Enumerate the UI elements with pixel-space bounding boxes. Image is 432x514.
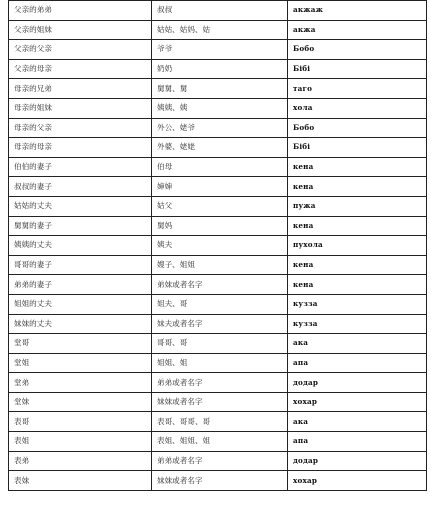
relation-cell: 父亲的姐妹 xyxy=(9,20,152,40)
translation-cell: кена xyxy=(288,255,427,275)
relation-cell: 母亲的父亲 xyxy=(9,118,152,138)
relation-cell: 堂妹 xyxy=(9,392,152,412)
table-row xyxy=(9,177,427,197)
translation-cell: хола xyxy=(288,98,427,118)
translation-cell: кузза xyxy=(288,294,427,314)
table-row xyxy=(9,471,427,491)
chinese-term-cell: 表姐、姐姐、姐 xyxy=(152,432,288,452)
relation-cell: 姑姑的丈夫 xyxy=(9,196,152,216)
chinese-term-cell: 奶奶 xyxy=(152,59,288,79)
chinese-term-cell: 妹妹或者名字 xyxy=(152,471,288,491)
translation-cell: пухола xyxy=(288,236,427,256)
chinese-term-cell: 弟妹或者名字 xyxy=(152,275,288,295)
relation-cell: 堂弟 xyxy=(9,373,152,393)
table-row xyxy=(9,255,427,275)
translation-cell: тагo xyxy=(288,79,427,99)
table-row xyxy=(9,294,427,314)
chinese-term-cell: 伯母 xyxy=(152,157,288,177)
table-row xyxy=(9,216,427,236)
chinese-term-cell: 外公、姥爷 xyxy=(152,118,288,138)
translation-cell: ака xyxy=(288,334,427,354)
translation-cell: кена xyxy=(288,275,427,295)
translation-cell: кена xyxy=(288,216,427,236)
relation-cell: 父亲的父亲 xyxy=(9,40,152,60)
table-row xyxy=(9,40,427,60)
translation-cell: акжа xyxy=(288,20,427,40)
translation-cell: Бобо xyxy=(288,40,427,60)
relation-cell: 母亲的兄弟 xyxy=(9,79,152,99)
chinese-term-cell: 叔叔 xyxy=(152,1,288,21)
relation-cell: 表妹 xyxy=(9,471,152,491)
relation-cell: 堂姐 xyxy=(9,353,152,373)
table-row xyxy=(9,412,427,432)
chinese-term-cell: 婶婶 xyxy=(152,177,288,197)
relation-cell: 姨姨的丈夫 xyxy=(9,236,152,256)
translation-cell: Бібі xyxy=(288,59,427,79)
chinese-term-cell: 弟弟或者名字 xyxy=(152,451,288,471)
relation-cell: 堂哥 xyxy=(9,334,152,354)
translation-cell: Бібі xyxy=(288,138,427,158)
chinese-term-cell: 哥哥、哥 xyxy=(152,334,288,354)
translation-cell: хохар xyxy=(288,471,427,491)
table-row xyxy=(9,314,427,334)
table-row xyxy=(9,196,427,216)
chinese-term-cell: 姐夫、哥 xyxy=(152,294,288,314)
table-row xyxy=(9,98,427,118)
chinese-term-cell: 表哥、哥哥、哥 xyxy=(152,412,288,432)
table-row xyxy=(9,451,427,471)
translation-cell: додар xyxy=(288,373,427,393)
translation-cell: Бобо xyxy=(288,118,427,138)
relation-cell: 弟弟的妻子 xyxy=(9,275,152,295)
translation-cell: кена xyxy=(288,177,427,197)
chinese-term-cell: 爷爷 xyxy=(152,40,288,60)
kinship-table xyxy=(8,0,427,491)
table-row xyxy=(9,138,427,158)
translation-cell: апа xyxy=(288,353,427,373)
table-row xyxy=(9,353,427,373)
translation-cell: апа xyxy=(288,432,427,452)
chinese-term-cell: 嫂子、姐姐 xyxy=(152,255,288,275)
relation-cell: 表弟 xyxy=(9,451,152,471)
table-row xyxy=(9,236,427,256)
relation-cell: 表哥 xyxy=(9,412,152,432)
table-row xyxy=(9,118,427,138)
chinese-term-cell: 姨夫 xyxy=(152,236,288,256)
relation-cell: 父亲的母亲 xyxy=(9,59,152,79)
chinese-term-cell: 外婆、姥姥 xyxy=(152,138,288,158)
translation-cell: кена xyxy=(288,157,427,177)
table-row xyxy=(9,157,427,177)
table-row xyxy=(9,1,427,21)
relation-cell: 伯伯的妻子 xyxy=(9,157,152,177)
translation-cell: додар xyxy=(288,451,427,471)
chinese-term-cell: 弟弟或者名字 xyxy=(152,373,288,393)
translation-cell: хохар xyxy=(288,392,427,412)
relation-cell: 表姐 xyxy=(9,432,152,452)
kinship-table-body xyxy=(9,1,427,491)
table-row xyxy=(9,373,427,393)
chinese-term-cell: 姑姑、姑妈、姑 xyxy=(152,20,288,40)
table-row xyxy=(9,79,427,99)
relation-cell: 母亲的姐妹 xyxy=(9,98,152,118)
table-row xyxy=(9,432,427,452)
translation-cell: пужа xyxy=(288,196,427,216)
table-row xyxy=(9,20,427,40)
relation-cell: 哥哥的妻子 xyxy=(9,255,152,275)
chinese-term-cell: 妹夫或者名字 xyxy=(152,314,288,334)
relation-cell: 父亲的弟弟 xyxy=(9,1,152,21)
kinship-table-container xyxy=(8,0,427,491)
relation-cell: 舅舅的妻子 xyxy=(9,216,152,236)
table-row xyxy=(9,275,427,295)
table-row xyxy=(9,334,427,354)
chinese-term-cell: 姑父 xyxy=(152,196,288,216)
relation-cell: 母亲的母亲 xyxy=(9,138,152,158)
chinese-term-cell: 姐姐、姐 xyxy=(152,353,288,373)
chinese-term-cell: 舅妈 xyxy=(152,216,288,236)
relation-cell: 妹妹的丈夫 xyxy=(9,314,152,334)
translation-cell: ака xyxy=(288,412,427,432)
translation-cell: кузза xyxy=(288,314,427,334)
table-row xyxy=(9,59,427,79)
chinese-term-cell: 舅舅、舅 xyxy=(152,79,288,99)
relation-cell: 叔叔的妻子 xyxy=(9,177,152,197)
table-row xyxy=(9,392,427,412)
chinese-term-cell: 姨姨、姨 xyxy=(152,98,288,118)
relation-cell: 姐姐的丈夫 xyxy=(9,294,152,314)
chinese-term-cell: 妹妹或者名字 xyxy=(152,392,288,412)
translation-cell: акжаж xyxy=(288,1,427,21)
